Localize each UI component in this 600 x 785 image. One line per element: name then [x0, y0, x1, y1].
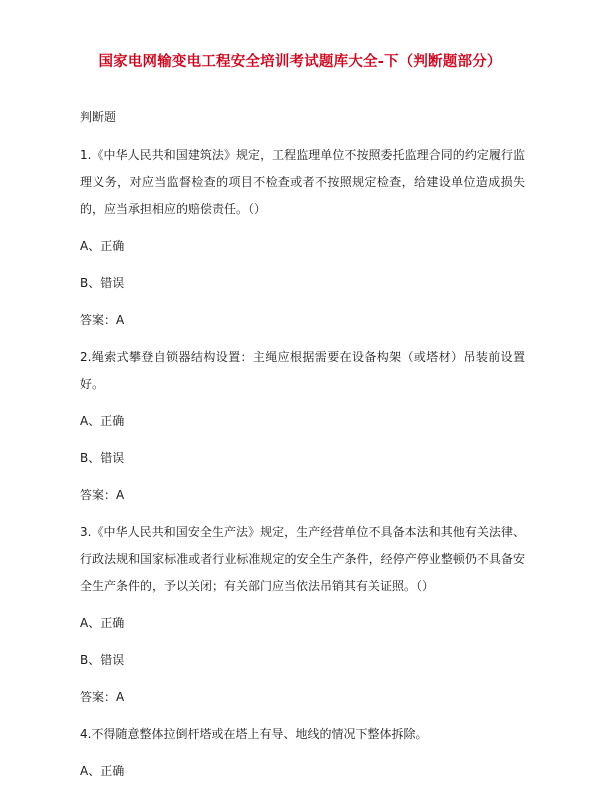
answer-value: A: [116, 690, 125, 704]
answer-line: [80, 482, 525, 509]
option-a: A、正确: [80, 239, 125, 253]
option-a: A、正确: [80, 414, 125, 428]
answer-value: A: [116, 313, 125, 327]
question-item: [80, 344, 525, 509]
option-b: B、错误: [80, 451, 125, 465]
question-item: [80, 519, 525, 711]
question-text: 3.《中华人民共和国安全生产法》规定，生产经营单位不具备本法和其他有关法律、行政法规和国家标准或者行业标准规定的安全生产条件，经停产停业整顿仍不具备安全生产条件的，予以关闭；有关部门应当依法吊销其有关证照。（）: [80, 525, 525, 593]
question-text: 1.《中华人民共和国建筑法》规定，工程监理单位不按照委托监理合同的约定履行监理义务，对应当监督检查的项目不检查或者不按照规定检查，给建设单位造成损失的，应当承担相应的赔偿责任。（）: [80, 148, 525, 216]
answer-value: A: [116, 488, 125, 502]
option-b: B、错误: [80, 276, 125, 290]
document-title: 国家电网输变电工程安全培训考试题库大全-下（判断题部分）: [98, 54, 502, 70]
option-b: B、错误: [80, 653, 125, 667]
answer-prefix: 答案：: [80, 690, 117, 704]
question-item: [80, 721, 525, 785]
question-list: [80, 142, 525, 785]
answer-line: [80, 684, 525, 711]
option-a: A、正确: [80, 764, 125, 778]
question-item: [80, 142, 525, 334]
answer-prefix: 答案：: [80, 313, 117, 327]
answer-line: [80, 307, 525, 334]
option-a: A、正确: [80, 616, 125, 630]
question-text: 2.绳索式攀登自锁器结构设置：主绳应根据需要在设备构架（或塔材）吊装前设置好。: [80, 350, 525, 391]
question-text: 4.不得随意整体拉倒杆塔或在塔上有导、地线的情况下整体拆除。: [80, 727, 428, 741]
section-heading: 判断题: [80, 110, 117, 124]
answer-prefix: 答案：: [80, 488, 117, 502]
